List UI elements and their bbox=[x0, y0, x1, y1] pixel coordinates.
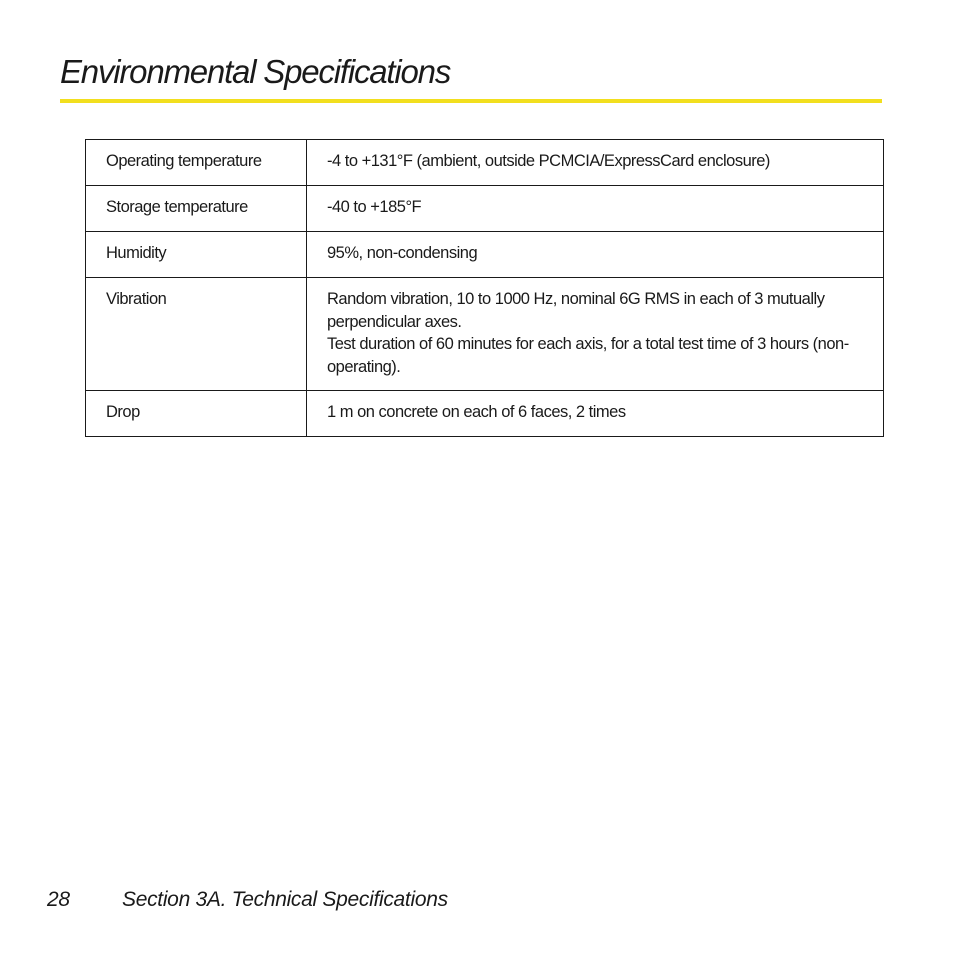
spec-label-vibration: Vibration bbox=[86, 278, 307, 391]
spec-value-line: Test duration of 60 minutes for each axis, for a total test time of 3 hours (non-operating). bbox=[327, 335, 849, 376]
table-row bbox=[86, 278, 884, 391]
title-rule bbox=[60, 99, 882, 103]
table-row bbox=[86, 140, 884, 186]
spec-value-line: 95%, non-condensing bbox=[327, 244, 478, 262]
spec-value-line: -40 to +185°F bbox=[327, 198, 422, 216]
spec-value-operating-temperature bbox=[307, 140, 884, 186]
spec-value-line: -4 to +131°F (ambient, outside PCMCIA/ExpressCard enclosure) bbox=[327, 152, 770, 170]
table-row bbox=[86, 186, 884, 232]
page-number: 28 bbox=[47, 888, 70, 911]
section-title: Section 3A. Technical Specifications bbox=[122, 888, 448, 911]
spec-table bbox=[85, 139, 884, 437]
spec-value-humidity bbox=[307, 232, 884, 278]
spec-label-humidity: Humidity bbox=[86, 232, 307, 278]
spec-value-vibration bbox=[307, 278, 884, 391]
spec-label-drop: Drop bbox=[86, 391, 307, 437]
page-title: Environmental Specifications bbox=[60, 53, 451, 90]
spec-value-storage-temperature bbox=[307, 186, 884, 232]
spec-value-drop bbox=[307, 391, 884, 437]
spec-value-line: 1 m on concrete on each of 6 faces, 2 times bbox=[327, 403, 626, 421]
table-row bbox=[86, 391, 884, 437]
spec-value-line: Random vibration, 10 to 1000 Hz, nominal 6G RMS in each of 3 mutually perpendicular axes. bbox=[327, 290, 825, 331]
table-row bbox=[86, 232, 884, 278]
page-footer bbox=[47, 886, 448, 914]
spec-label-operating-temperature: Operating temperature bbox=[86, 140, 307, 186]
spec-label-storage-temperature: Storage temperature bbox=[86, 186, 307, 232]
